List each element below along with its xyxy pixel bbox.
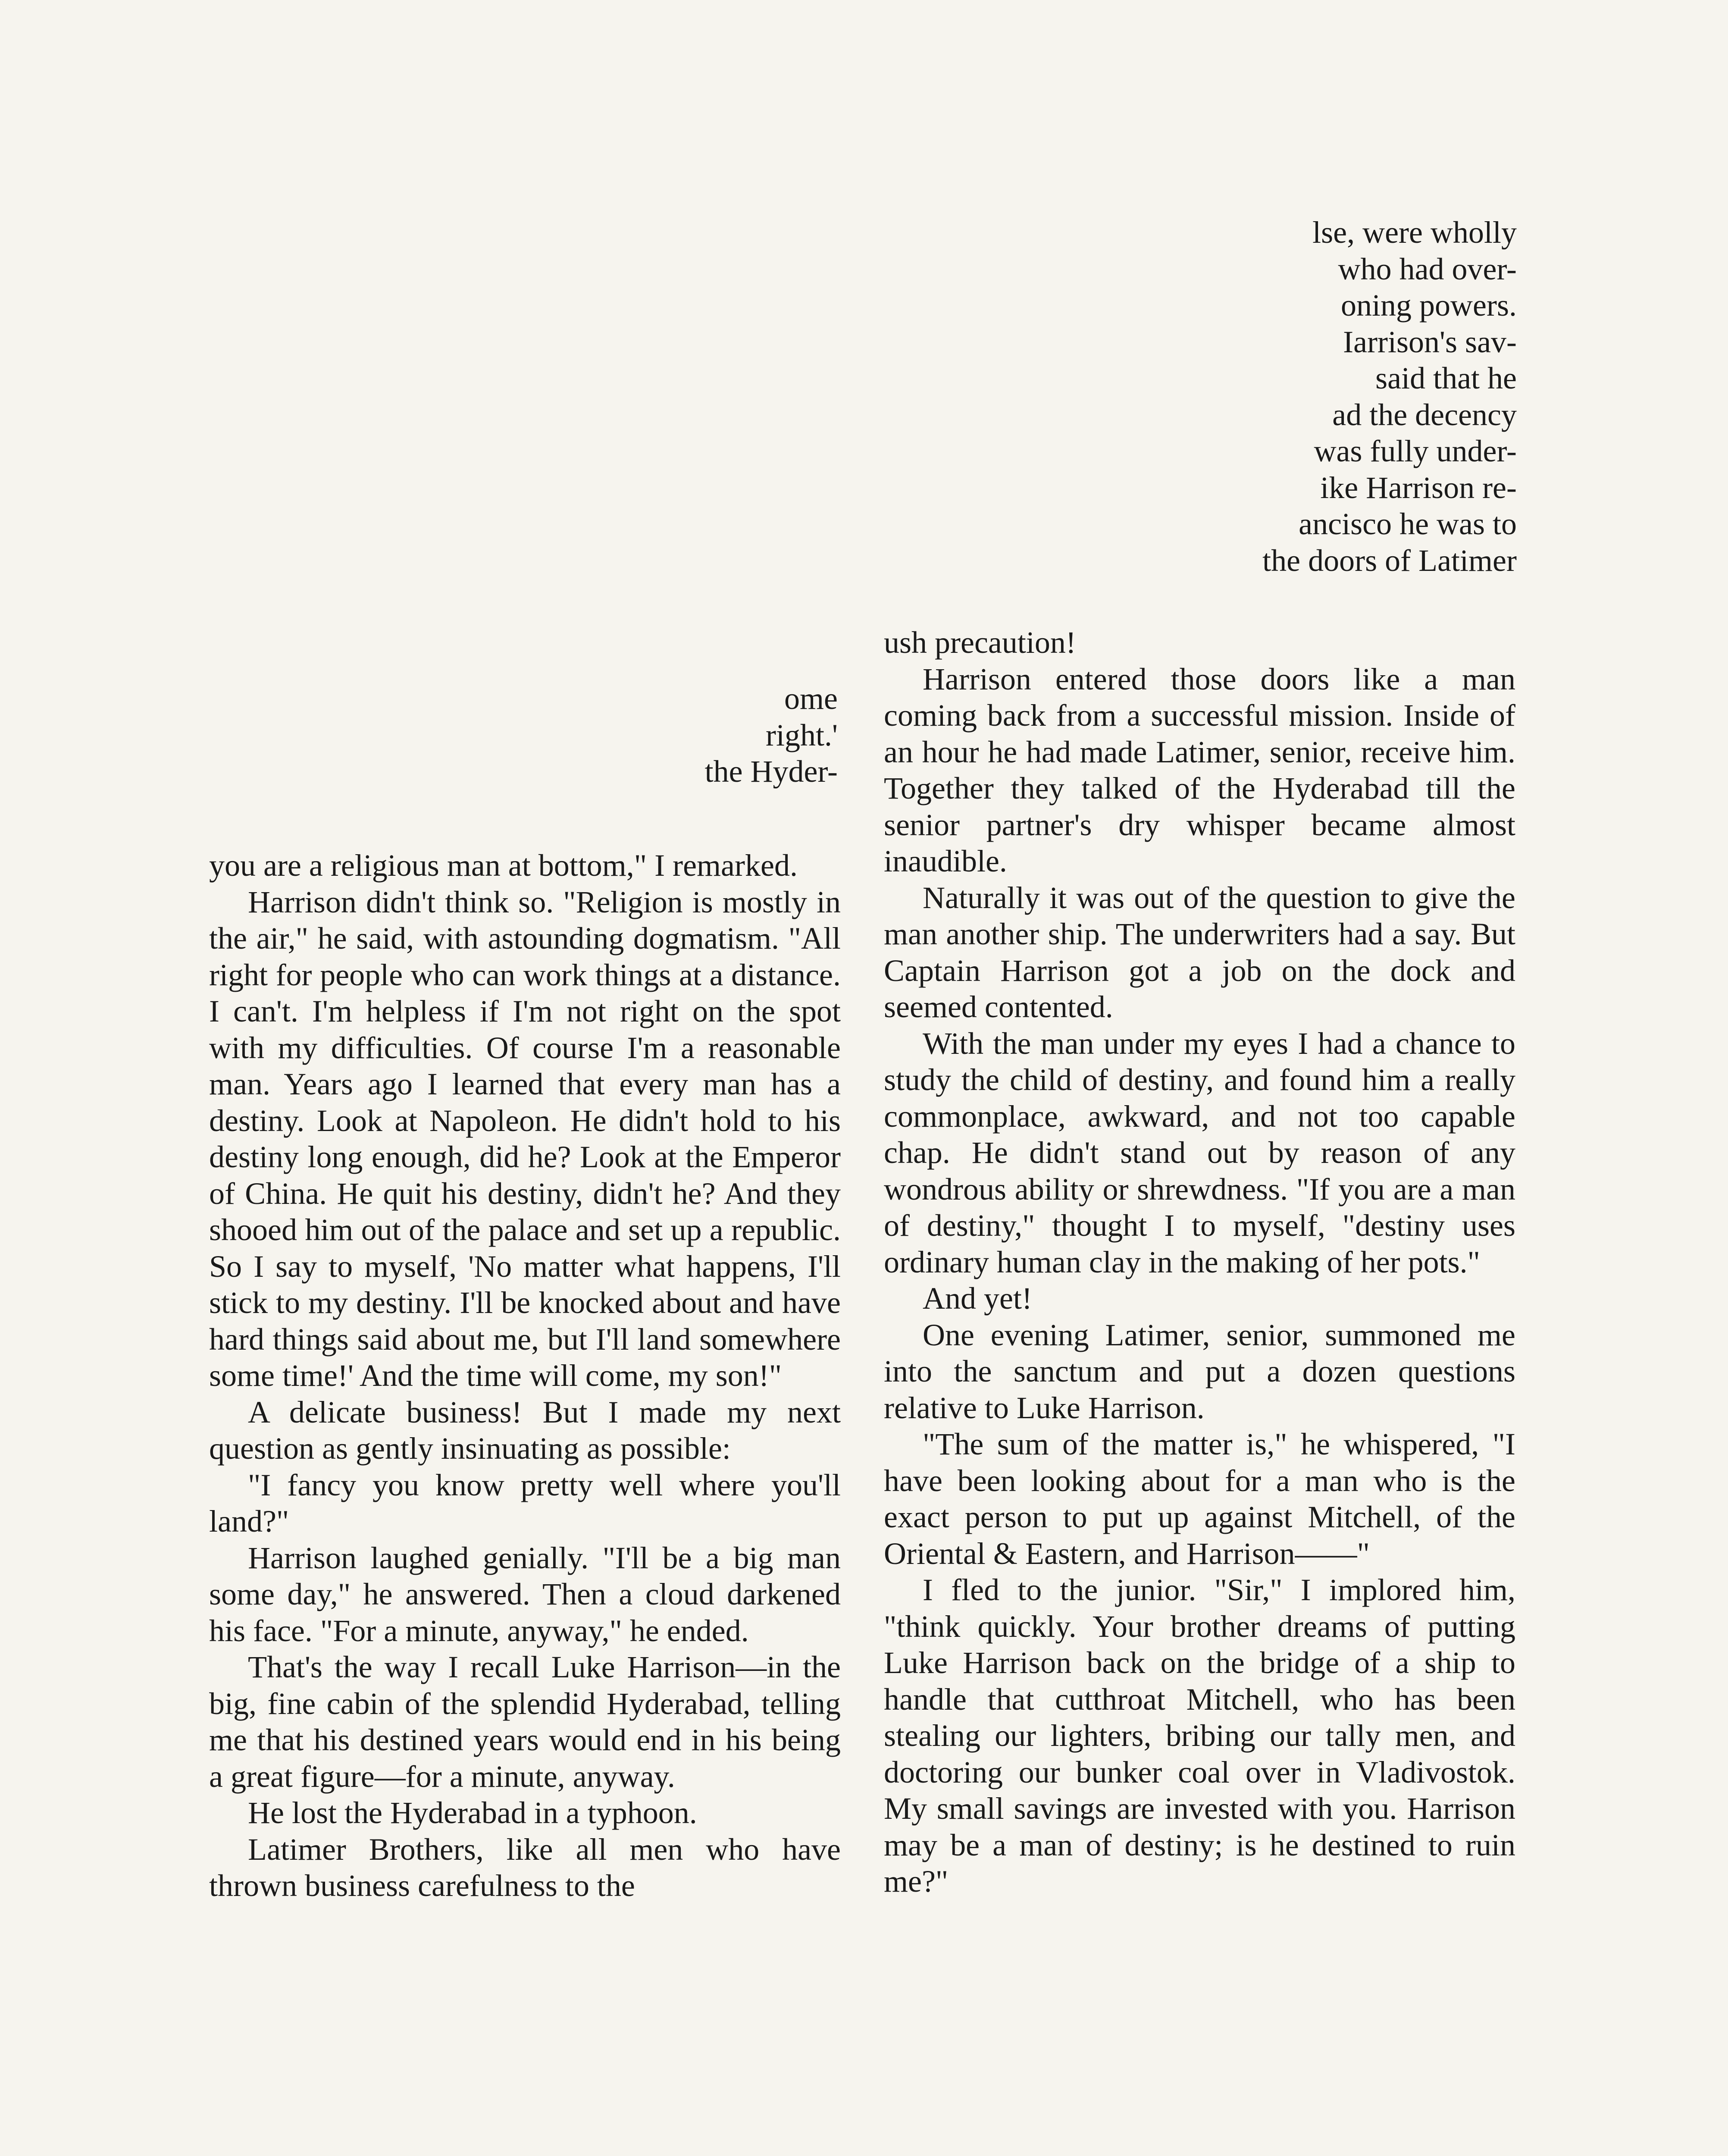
- paragraph: ush precaution!: [884, 625, 1076, 660]
- paragraph: With the man under my eyes I had a chance to study the child of destiny, and found him a really commonplace, awkward, and not too capable chap. He didn't stand out by reason of any wondrous ability or shrewdness. "If you are a man of destiny," thought I to myself, "destiny uses ordinary human clay in the making of her pots.": [884, 1026, 1515, 1279]
- paragraph: "The sum of the matter is," he whispered, "I have been looking about for a man who is the exact person to put up against Mitchell, of the Oriental & Eastern, and Harrison——": [884, 1427, 1515, 1571]
- paragraph: Harrison entered those doors like a man coming back from a successful mission. Inside of an hour he had made Latimer, senior, receive him. Together they talked of the Hyderabad till the senior partner's dry whisper became almost inaudible.: [884, 661, 1515, 878]
- paragraph: One evening Latimer, senior, summoned me into the sanctum and put a dozen questions relative to Luke Harrison.: [884, 1317, 1515, 1425]
- paragraph: And yet!: [923, 1281, 1032, 1316]
- fragment-line: ancisco he was to: [1299, 507, 1517, 541]
- fragment-line: ome: [784, 681, 838, 716]
- paragraph: A delicate business! But I made my next question as gently insinuating as possible:: [209, 1395, 841, 1466]
- fragment-line: ad the decency: [1332, 397, 1517, 432]
- paragraph: That's the way I recall Luke Harrison—in the big, fine cabin of the splendid Hyderabad, telling me that his destined years would end in his being a great figure—for a minute, anyway.: [209, 1650, 841, 1794]
- paragraph: "I fancy you know pretty well where you'll land?": [209, 1467, 841, 1539]
- paragraph: Harrison laughed genially. "I'll be a big man some day," he answered. Then a cloud darkened his face. "For a minute, anyway," he ended.: [209, 1540, 841, 1648]
- paragraph: Latimer Brothers, like all men who have thrown business carefulness to the: [209, 1832, 841, 1903]
- paragraph: He lost the Hyderabad in a typhoon.: [248, 1796, 697, 1830]
- paragraph: I fled to the junior. "Sir," I implored him, "think quickly. Your brother dreams of putting Luke Harrison back on the bridge of a ship to handle that cutthroat Mitchell, who has been stealing our lighters, bribing our tally men, and doctoring our bunker coal over in Vladivostok. My small savings are invested with you. Harrison may be a man of destiny; is he destined to ruin me?": [884, 1573, 1515, 1899]
- fragment-line: lse, were wholly: [1312, 215, 1517, 250]
- paragraph: Naturally it was out of the question to give the man another ship. The underwriters had a say. But Captain Harrison got a job on the dock and seemed contented.: [884, 880, 1515, 1024]
- paragraph: you are a religious man at bottom," I remarked.: [209, 848, 798, 883]
- fragment-line: was fully under-: [1314, 434, 1517, 468]
- right-column: [884, 624, 1515, 1900]
- left-column: [209, 847, 841, 1904]
- fragment-line: right.': [766, 718, 838, 752]
- fragment-line: ike Harrison re-: [1320, 470, 1517, 505]
- fragment-line: oning powers.: [1341, 288, 1517, 323]
- top-right-fragment: [1262, 214, 1517, 579]
- left-fragment: [705, 680, 838, 790]
- paragraph: Harrison didn't think so. "Religion is mostly in the air," he said, with astounding dogmatism. "All right for people who can work things at a distance. I can't. I'm helpless if I'm not right on the spot with my difficulties. Of course I'm a reasonable man. Years ago I learned that every man has a destiny. Look at Napoleon. He didn't hold to his destiny long enough, did he? Look at the Emperor of China. He quit his destiny, didn't he? And they shooed him out of the palace and set up a republic. So I say to myself, 'No matter what happens, I'll stick to my destiny. I'll be knocked about and have hard things said about me, but I'll land somewhere some time!' And the time will come, my son!": [209, 884, 841, 1393]
- fragment-line: the doors of Latimer: [1262, 543, 1517, 578]
- fragment-line: Iarrison's sav-: [1343, 324, 1517, 359]
- fragment-line: said that he: [1375, 361, 1517, 395]
- fragment-line: the Hyder-: [704, 754, 838, 789]
- fragment-line: who had over-: [1338, 251, 1517, 286]
